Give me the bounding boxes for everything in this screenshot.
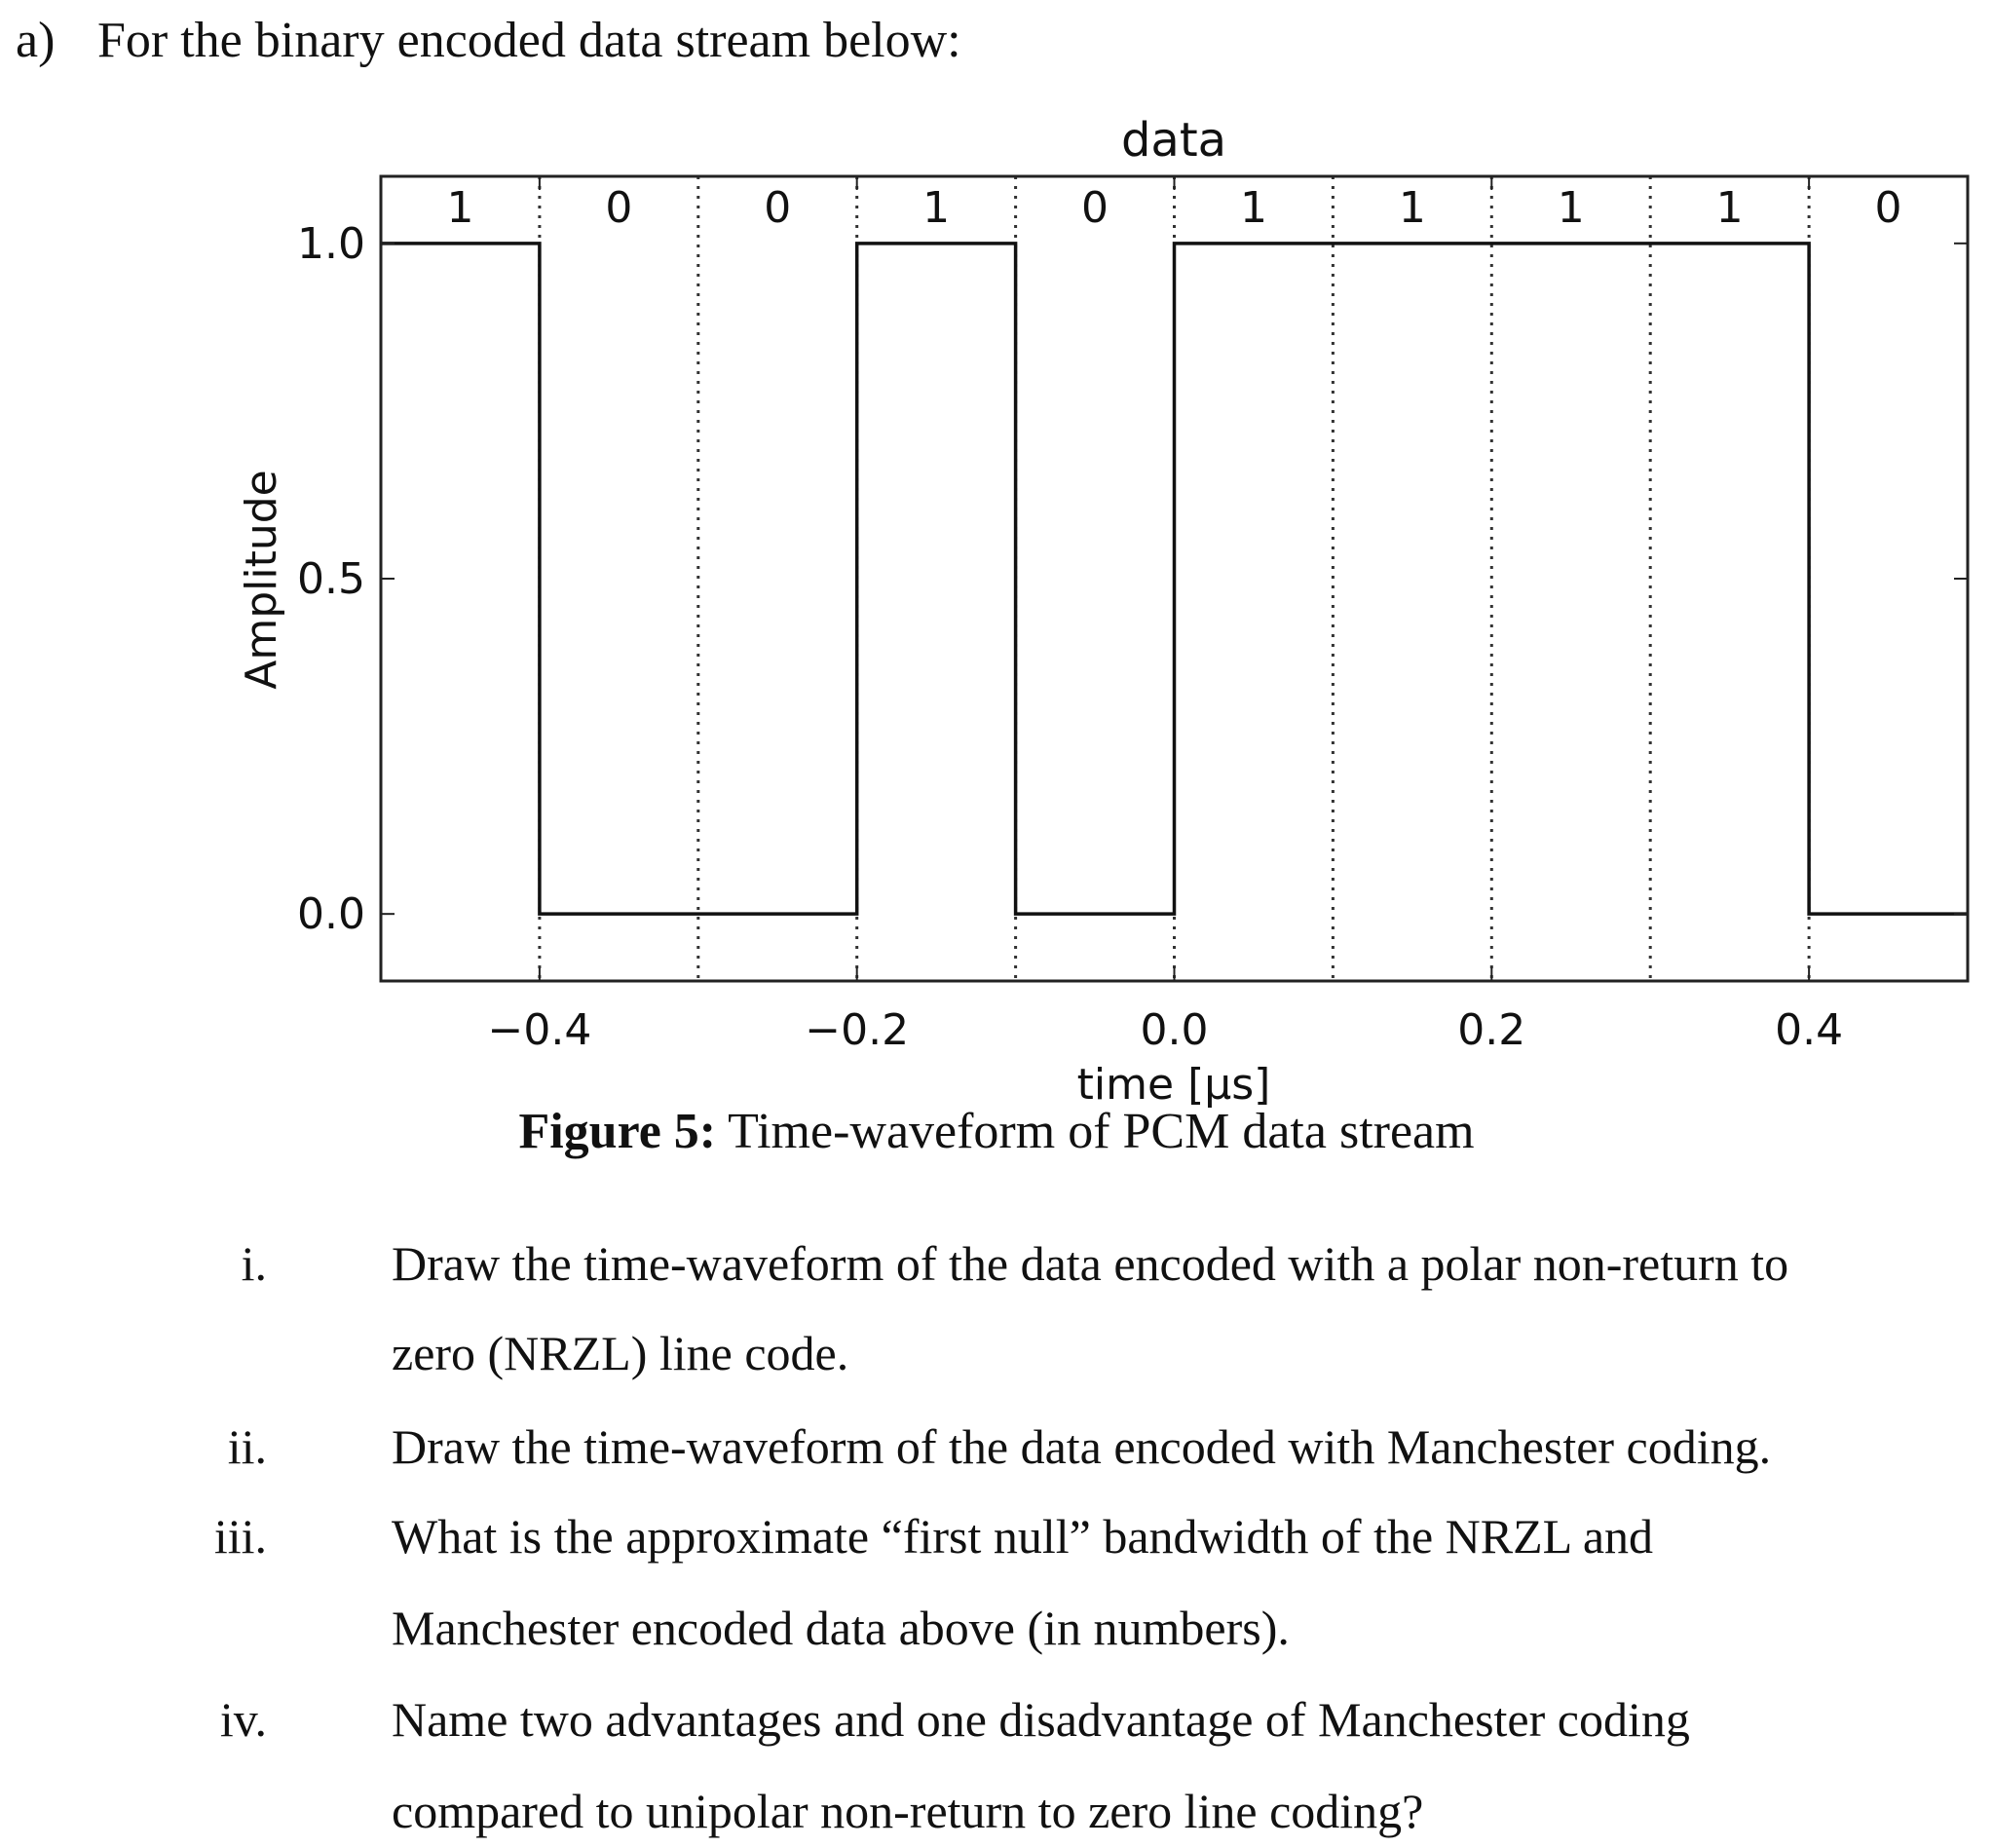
x-tick-label: −0.4 <box>487 1005 592 1055</box>
figure-caption-text: Time-waveform of PCM data stream <box>716 1104 1475 1159</box>
bit-label: 1 <box>1715 183 1744 233</box>
bit-label: 1 <box>922 183 951 233</box>
question-line: What is the approximate “first null” bandwidth of the NRZL and <box>392 1509 1654 1564</box>
figure-caption <box>0 1103 1993 1160</box>
x-axis-label: time [μs] <box>1076 1060 1271 1110</box>
question-number: iii. <box>213 1509 267 1564</box>
x-tick-label: 0.0 <box>1140 1005 1209 1055</box>
bit-label: 0 <box>1874 183 1902 233</box>
bit-label: 0 <box>764 183 792 233</box>
y-tick-label: 1.0 <box>297 218 365 269</box>
question-number: iv. <box>219 1692 267 1747</box>
question-line: Draw the time-waveform of the data encoded with Manchester coding. <box>392 1419 1772 1474</box>
chart-title: data <box>1120 113 1227 168</box>
question-line: Manchester encoded data above (in numbers). <box>392 1601 1290 1655</box>
x-tick-label: 0.2 <box>1457 1005 1526 1055</box>
bit-label: 1 <box>1557 183 1585 233</box>
question-number: i. <box>241 1236 267 1291</box>
y-tick-label: 0.0 <box>297 889 365 940</box>
y-axis-label: Amplitude <box>237 470 286 690</box>
question-number: ii. <box>227 1419 267 1474</box>
bit-label: 1 <box>1239 183 1267 233</box>
question-line: Draw the time-waveform of the data encoded with a polar non-return to <box>392 1236 1789 1291</box>
x-tick-label: 0.4 <box>1775 1005 1844 1055</box>
bit-label: 0 <box>605 183 633 233</box>
bit-label: 1 <box>1398 183 1426 233</box>
question-label: a) <box>16 13 56 68</box>
bit-label: 1 <box>446 183 474 233</box>
question-line: Name two advantages and one disadvantage of Manchester coding <box>392 1692 1690 1747</box>
bit-label: 0 <box>1081 183 1109 233</box>
question-line: zero (NRZL) line code. <box>392 1326 849 1380</box>
y-tick-label: 0.5 <box>297 554 365 604</box>
figure-caption-label: Figure 5: <box>518 1104 717 1159</box>
x-tick-label: −0.2 <box>805 1005 910 1055</box>
question-line: compared to unipolar non-return to zero line coding? <box>392 1784 1424 1838</box>
waveform-series <box>381 244 1968 914</box>
question-text: For the binary encoded data stream below: <box>97 13 961 68</box>
